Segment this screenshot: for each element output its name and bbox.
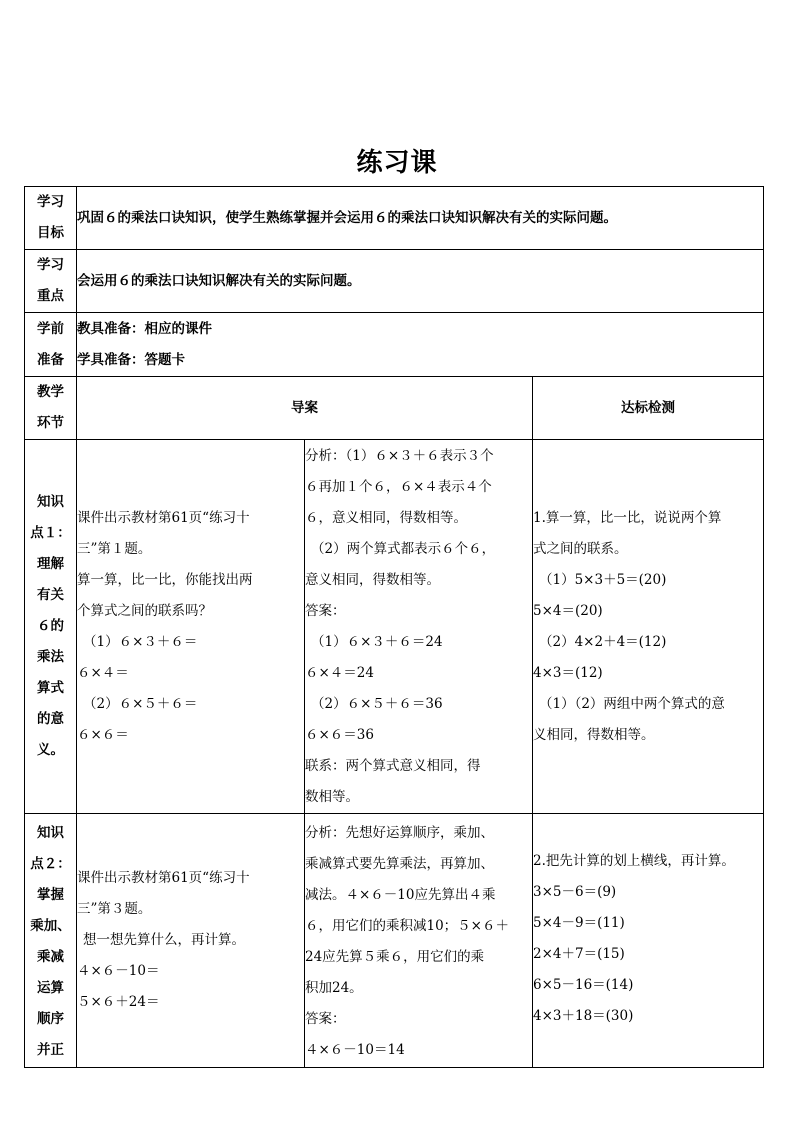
analysis-line: ６，用它们的乘积减10；５×６＋ — [305, 918, 509, 934]
analysis-line: 减法。４×６－10应先算出４乘 — [305, 887, 496, 903]
guide-line: 个算式之间的联系吗？ — [77, 602, 212, 619]
guide-line: ６×４＝ — [77, 664, 129, 681]
section-label-line: 并正 — [37, 1042, 64, 1058]
guide-line: ４×６－10＝ — [77, 963, 160, 979]
goal-label-line: 目标 — [37, 225, 64, 241]
analysis-line: 答案： — [305, 602, 346, 619]
check-header: 达标检测 — [533, 377, 764, 440]
analysis-line: ４×６－10＝14 — [305, 1042, 405, 1058]
guide-line: 想一想先算什么，再计算。 — [83, 932, 245, 948]
key-label-line: 学习 — [37, 257, 64, 273]
section-label-line: 知识 — [37, 494, 64, 510]
check-line: 3×5－6＝(9) — [533, 884, 617, 900]
row-section-1 — [25, 440, 764, 814]
lesson-plan-table — [24, 186, 764, 1068]
analysis-line: 答案： — [305, 1011, 346, 1027]
check-line: 4×3＝(12) — [533, 664, 603, 681]
section-label-line: 知识 — [37, 825, 64, 841]
row-key — [25, 250, 764, 313]
section-2-check — [533, 814, 764, 1068]
stage-label-line: 教学 — [37, 384, 64, 400]
analysis-line: 24应先算５乘６，用它们的乘 — [305, 949, 485, 965]
prep-text — [77, 313, 764, 377]
row-goal — [25, 187, 764, 250]
section-1-check — [533, 440, 764, 814]
analysis-line: （1）６×３＋６＝24 — [311, 633, 443, 650]
check-line: （1）5×3＋5＝(20) — [539, 571, 667, 588]
stage-label — [25, 377, 77, 440]
check-line: （2）4×2＋4＝(12) — [539, 633, 667, 650]
check-line: 式之间的联系。 — [533, 540, 628, 557]
analysis-line: 数相等。 — [305, 788, 359, 805]
section-2-guide — [77, 814, 305, 1068]
prep-label-line: 学前 — [37, 320, 64, 337]
section-1-label — [25, 440, 77, 814]
section-label-line: 算式 — [37, 680, 64, 696]
section-label-line: 的意 — [37, 711, 64, 727]
prep-line: 教具准备：相应的课件 — [77, 320, 212, 337]
section-label-line: ６的 — [37, 618, 64, 634]
check-line: 1.算一算，比一比，说说两个算 — [533, 509, 722, 526]
guide-line: 三”第３题。 — [77, 901, 152, 917]
row-header — [25, 377, 764, 440]
key-label — [25, 250, 77, 313]
page-title: 练习课 — [356, 148, 438, 178]
section-2-label — [25, 814, 77, 1068]
check-line: 2.把先计算的划上横线，再计算。 — [533, 853, 735, 869]
analysis-line: 分析：（1）６×３＋６表示３个 — [305, 447, 494, 464]
section-label-line: 义。 — [37, 742, 64, 758]
guide-line: 三”第１题。 — [77, 540, 152, 557]
section-1-analysis — [305, 440, 533, 814]
section-label-line: 乘加、 — [30, 918, 71, 934]
section-1-guide — [77, 440, 305, 814]
guide-line: 课件出示教材第61页“练习十 — [77, 509, 250, 526]
section-label-line: 乘减 — [37, 949, 64, 965]
guide-line: ６×６＝ — [77, 726, 129, 743]
guide-line: 课件出示教材第61页“练习十 — [77, 870, 250, 886]
goal-label-line: 学习 — [37, 194, 64, 210]
prep-label — [25, 313, 77, 377]
analysis-line: 意义相同，得数相等。 — [305, 571, 440, 588]
guide-line: ５×６＋24＝ — [77, 994, 160, 1010]
analysis-line: （2）６×５＋６＝36 — [311, 695, 443, 712]
section-label-line: 乘法 — [37, 649, 64, 665]
analysis-line: 联系：两个算式意义相同，得 — [305, 757, 481, 774]
prep-label-line: 准备 — [37, 351, 64, 368]
analysis-line: ６，意义相同，得数相等。 — [305, 509, 467, 526]
guide-header: 导案 — [77, 377, 533, 440]
key-label-line: 重点 — [37, 288, 64, 304]
check-line: （1）（2）两组中两个算式的意 — [539, 695, 725, 712]
analysis-line: 积加24。 — [305, 980, 363, 996]
section-label-line: 顺序 — [37, 1011, 64, 1027]
prep-line: 学具准备：答题卡 — [77, 351, 185, 368]
row-section-2 — [25, 814, 764, 1068]
analysis-line: 乘减算式要先算乘法，再算加、 — [305, 856, 494, 872]
section-label-line: 理解 — [37, 556, 64, 572]
check-line: 义相同，得数相等。 — [533, 726, 655, 743]
analysis-line: ６再加１个６，６×４表示４个 — [305, 478, 492, 495]
goal-text: 巩固６的乘法口诀知识，使学生熟练掌握并会运用６的乘法口诀知识解决有关的实际问题。 — [77, 187, 764, 250]
section-label-line: 点２： — [30, 856, 71, 872]
section-label-line: 掌握 — [37, 887, 64, 903]
analysis-line: ６×６＝36 — [305, 726, 374, 743]
goal-label — [25, 187, 77, 250]
key-text: 会运用６的乘法口诀知识解决有关的实际问题。 — [77, 250, 764, 313]
check-line: 5×4＝(20) — [533, 602, 603, 619]
section-label-line: 点１： — [30, 525, 71, 541]
stage-label-line: 环节 — [37, 415, 64, 431]
analysis-line: 分析：先想好运算顺序，乘加、 — [305, 825, 494, 841]
check-line: 6×5－16＝(14) — [533, 977, 634, 993]
analysis-line: ６×４＝24 — [305, 664, 374, 681]
section-2-analysis — [305, 814, 533, 1068]
section-label-line: 有关 — [37, 587, 64, 603]
guide-line: （2）６×５＋６＝ — [83, 695, 198, 712]
check-line: 5×4－9＝(11) — [533, 915, 625, 931]
check-line: 2×4＋7＝(15) — [533, 946, 625, 962]
row-prep — [25, 313, 764, 377]
analysis-line: （2）两个算式都表示６个６， — [311, 540, 496, 557]
check-line: 4×3＋18＝(30) — [533, 1008, 634, 1024]
section-label-line: 运算 — [37, 980, 64, 996]
guide-line: （1）６×３＋６＝ — [83, 633, 198, 650]
guide-line: 算一算，比一比，你能找出两 — [77, 571, 253, 588]
